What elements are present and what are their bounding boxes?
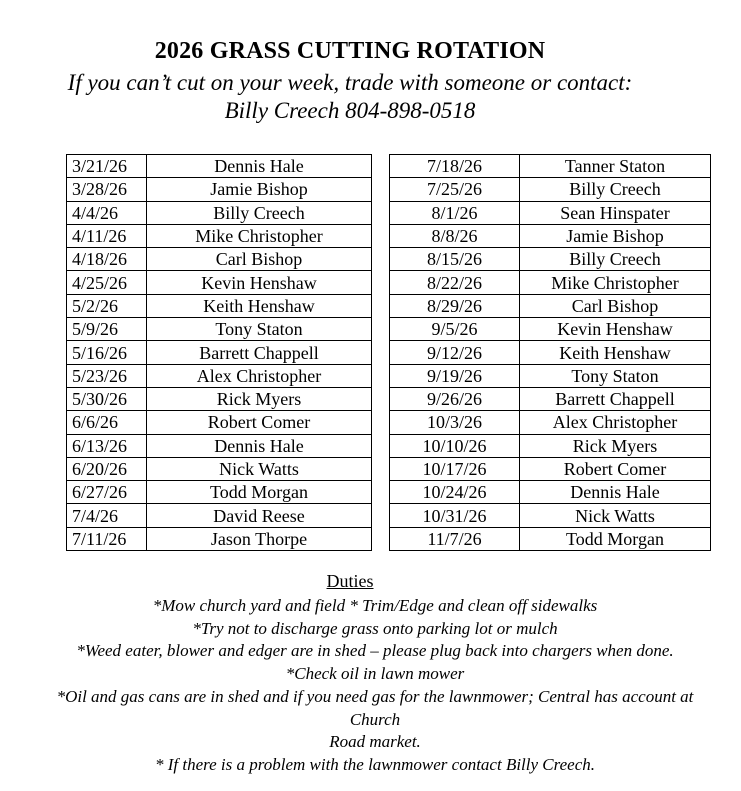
assigned-person: Tony Staton [520,364,711,387]
rotation-date: 7/25/26 [390,178,520,201]
duty-line: *Mow church yard and field * Trim/Edge and clean off sidewalks [152,596,598,615]
assigned-person: Billy Creech [147,201,372,224]
rotation-date: 8/15/26 [390,248,520,271]
table-row [67,178,372,201]
table-row [67,271,372,294]
rotation-date: 5/9/26 [67,318,147,341]
table-row [390,318,711,341]
table-row [390,155,711,178]
rotation-date: 11/7/26 [390,527,520,550]
table-row [390,248,711,271]
duty-line: *Try not to discharge grass onto parking lot or mulch [192,618,558,638]
table-row [390,341,711,364]
table-row [390,271,711,294]
table-row [67,527,372,550]
assigned-person: Robert Comer [520,457,711,480]
duty-line: *Check oil in lawn mower [285,664,465,684]
rotation-date: 7/18/26 [390,155,520,178]
rotation-date: 9/26/26 [390,387,520,410]
rotation-date: 10/31/26 [390,504,520,527]
assigned-person: Nick Watts [520,504,711,527]
assigned-person: Barrett Chappell [147,341,372,364]
table-row [67,457,372,480]
duties-list [30,595,720,777]
rotation-date: 5/30/26 [67,387,147,410]
duty-line: * If there is a problem with the lawnmower contact Billy Creech. [154,754,596,774]
table-row [67,504,372,527]
rotation-date: 4/11/26 [67,224,147,247]
assigned-person: Alex Christopher [520,411,711,434]
table-row [390,364,711,387]
rotation-date: 9/12/26 [390,341,520,364]
assigned-person: Sean Hinspater [520,201,711,224]
rotation-date: 4/4/26 [67,201,147,224]
rotation-date: 8/22/26 [390,271,520,294]
rotation-date: 3/28/26 [67,178,147,201]
duty-line: *Weed eater, blower and edger are in shed – please plug back into chargers when done. [76,641,674,661]
schedule-table-left [66,154,372,551]
table-row [390,294,711,317]
table-row [67,294,372,317]
rotation-date: 5/23/26 [67,364,147,387]
rotation-date: 9/5/26 [390,318,520,341]
rotation-date: 10/24/26 [390,481,520,504]
rotation-date: 8/8/26 [390,224,520,247]
assigned-person: Keith Henshaw [147,294,372,317]
rotation-date: 4/25/26 [67,271,147,294]
table-row [67,411,372,434]
page-title: 2026 GRASS CUTTING ROTATION [154,38,546,64]
table-row [67,341,372,364]
rotation-date: 6/20/26 [67,457,147,480]
assigned-person: David Reese [147,504,372,527]
table-row [67,201,372,224]
rotation-date: 10/17/26 [390,457,520,480]
assigned-person: Tony Staton [147,318,372,341]
rotation-date: 7/4/26 [67,504,147,527]
table-row [390,434,711,457]
rotation-date: 9/19/26 [390,364,520,387]
table-row [390,387,711,410]
rotation-date: 3/21/26 [67,155,147,178]
rotation-date: 5/16/26 [67,341,147,364]
table-row [67,224,372,247]
table-row [390,457,711,480]
assigned-person: Dennis Hale [147,155,372,178]
rotation-date: 4/18/26 [67,248,147,271]
table-row [67,387,372,410]
table-row [67,364,372,387]
rotation-date: 8/1/26 [390,201,520,224]
assigned-person: Jamie Bishop [147,178,372,201]
assigned-person: Kevin Henshaw [147,271,372,294]
assigned-person: Todd Morgan [520,527,711,550]
assigned-person: Kevin Henshaw [520,318,711,341]
table-row [390,527,711,550]
table-row [390,504,711,527]
assigned-person: Jason Thorpe [147,527,372,550]
rotation-date: 5/2/26 [67,294,147,317]
assigned-person: Mike Christopher [147,224,372,247]
table-row [67,155,372,178]
assigned-person: Tanner Staton [520,155,711,178]
duty-line: *Oil and gas cans are in shed and if you need gas for the lawnmower; Central has account at Church [56,686,694,729]
subtitle-line-2: Billy Creech 804-898-0518 [224,98,476,123]
table-row [67,434,372,457]
assigned-person: Keith Henshaw [520,341,711,364]
subtitle-line-1: If you can’t cut on your week, trade with someone or contact: [67,70,633,95]
assigned-person: Dennis Hale [520,481,711,504]
rotation-date: 7/11/26 [67,527,147,550]
table-row [390,178,711,201]
table-row [67,318,372,341]
assigned-person: Robert Comer [147,411,372,434]
assigned-person: Mike Christopher [520,271,711,294]
rotation-date: 10/10/26 [390,434,520,457]
rotation-date: 6/27/26 [67,481,147,504]
assigned-person: Dennis Hale [147,434,372,457]
assigned-person: Todd Morgan [147,481,372,504]
rotation-date: 8/29/26 [390,294,520,317]
rotation-date: 6/6/26 [67,411,147,434]
duties-heading: Duties [326,571,374,591]
table-row [390,481,711,504]
table-row [390,201,711,224]
duty-line: Road market. [329,732,421,752]
table-row [390,411,711,434]
assigned-person: Carl Bishop [520,294,711,317]
table-row [67,481,372,504]
rotation-date: 6/13/26 [67,434,147,457]
assigned-person: Rick Myers [147,387,372,410]
rotation-date: 10/3/26 [390,411,520,434]
assigned-person: Billy Creech [520,248,711,271]
assigned-person: Barrett Chappell [520,387,711,410]
assigned-person: Rick Myers [520,434,711,457]
schedule-table-right [389,154,711,551]
assigned-person: Jamie Bishop [520,224,711,247]
assigned-person: Nick Watts [147,457,372,480]
assigned-person: Billy Creech [520,178,711,201]
table-row [390,224,711,247]
assigned-person: Carl Bishop [147,248,372,271]
table-row [67,248,372,271]
assigned-person: Alex Christopher [147,364,372,387]
